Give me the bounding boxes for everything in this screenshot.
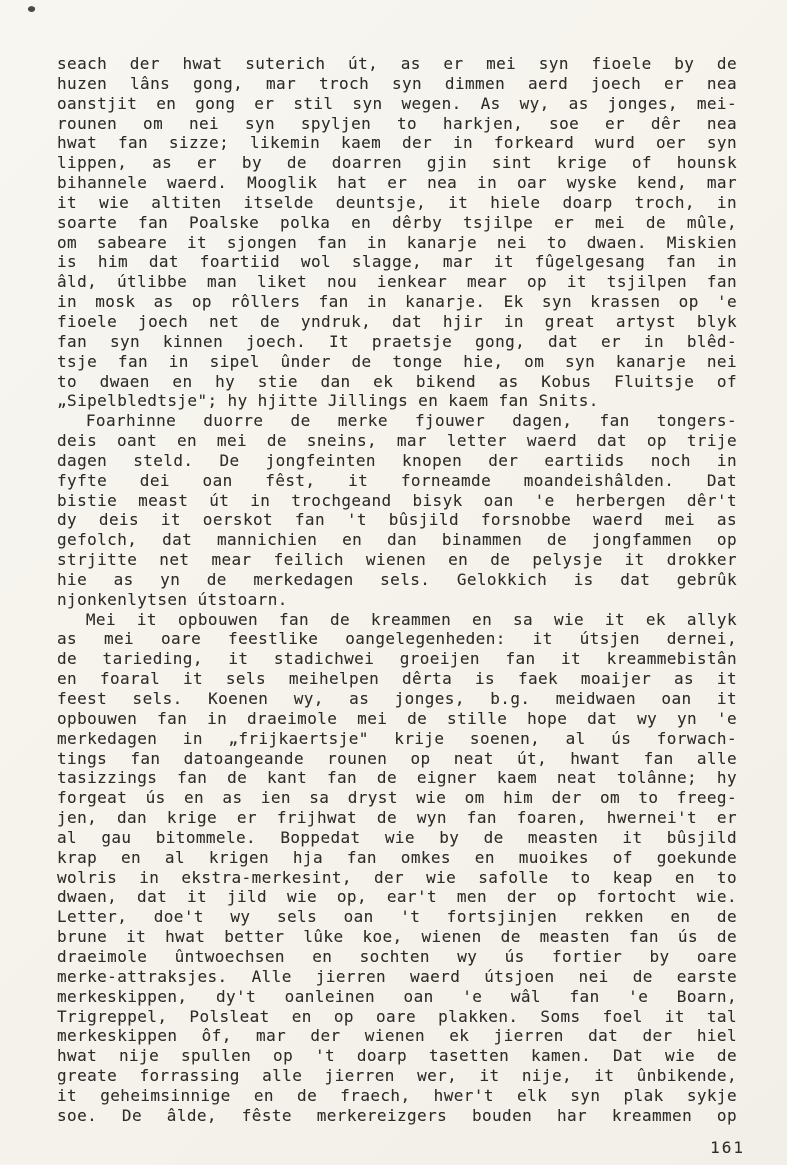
text-line: in mosk as op rôllers fan in kanarje. Ek syn krassen op 'e	[57, 292, 737, 312]
text-line: draeimole ûntwoechsen en sochten wy ús fortier by oare	[57, 946, 737, 966]
text-line: deis oant en mei de sneins, mar letter waerd dat op trije	[57, 431, 737, 451]
text-line: to dwaen en hy stie dan ek bikend as Kobus Fluitsje of	[57, 371, 737, 391]
text-line: soe. De âlde, fêste merkereizgers bouden har kreammen op	[57, 1105, 737, 1125]
text-line: Foarhinne duorre de merke fjouwer dagen, fan tongers-	[85, 411, 737, 431]
text-line: Mei it opbouwen fan de kreammen en sa wie it ek allyk	[85, 609, 737, 629]
text-line: dy deis it oerskot fan 't bûsjild forsnobbe waerd mei as	[57, 510, 737, 530]
text-line: wolris in ekstra-merkesint, der wie safolle to keap en to	[57, 867, 737, 887]
scan-artifact	[27, 5, 36, 13]
paragraph-3	[57, 610, 737, 1126]
text-line: brune it hwat better lûke koe, wienen de measten fan ús de	[57, 927, 737, 947]
text-line: al gau bitommele. Boppedat wie by de measten it bûsjild	[57, 827, 737, 847]
text-line: hwat fan sizze; likemin kaem der in forkeard wurd oer syn	[57, 133, 737, 153]
paragraph-2	[57, 411, 737, 609]
text-line: de tarieding, it stadichwei groeijen fan it kreammebistân	[57, 649, 737, 669]
text-line: as mei oare feestlike oangelegenheden: it útsjen dernei,	[57, 629, 737, 649]
text-line: merkedagen in „frijkaertsje" krije soenen, al ús forwach-	[57, 728, 737, 748]
text-line: seach der hwat suterich út, as er mei syn fioele by de	[57, 54, 737, 73]
text-line: feest sels. Koenen wy, as jonges, b.g. meidwaen oan it	[57, 689, 737, 708]
text-line: it geheimsinnige en de fraech, hwer't elk syn plak sykje	[57, 1085, 737, 1105]
text-line: lippen, as er by de doarren gjin sint krige of hounsk	[57, 153, 737, 173]
text-line: fan syn kinnen joech. It praetsje gong, dat er in blêd-	[57, 331, 737, 351]
text-line: Letter, doe't wy sels oan 't fortsjinjen rekken en de	[57, 907, 737, 927]
paragraph-1	[57, 54, 737, 411]
text-line: tasizzings fan de kant fan de eigner kaem neat tolânne; hy	[57, 768, 737, 788]
text-line: tings fan datoangeande rounen op neat út, hwant fan alle	[57, 748, 737, 768]
text-line: hwat nije spullen op 't doarp tasetten kamen. Dat wie de	[57, 1046, 737, 1066]
text-line: âld, útlibbe man liket nou ienkear mear op it tsjilpen fan	[57, 272, 737, 292]
text-line: it wie altiten itselde deuntsje, it hiele doarp troch, in	[57, 192, 737, 212]
text-line: oanstjit en gong er stil syn wegen. As wy, as jonges, mei-	[57, 93, 737, 113]
text-line: fioele joech net de yndruk, dat hjir in great artyst blyk	[57, 311, 737, 331]
text-line: is him dat foartiid wol slagge, mar it fûgelgesang fan in	[57, 252, 737, 272]
text-line: forgeat ús en as ien sa dryst wie om him der om to freeg-	[57, 788, 737, 808]
text-line: en foaral it sels meihelpen dêrta is faek moaijer as it	[57, 669, 737, 689]
text-line: merkeskippen ôf, mar der wienen ek jierren dat der hiel	[57, 1026, 737, 1046]
text-line: merkeskippen, dy't oanleinen oan 'e wâl fan 'e Boarn,	[57, 986, 737, 1006]
text-line: tsje fan in sipel ûnder de tonge hie, om syn kanarje nei	[57, 351, 737, 371]
text-line: njonkenlytsen útstoarn.	[57, 589, 288, 609]
text-line: bihannele waerd. Mooglik hat er nea in oar wyske kend, mar	[57, 173, 737, 193]
text-line: huzen lâns gong, mar troch syn dimmen aerd joech er nea	[57, 73, 737, 93]
text-line: krap en al krigen hja fan omkes en muoikes of goekunde	[57, 847, 737, 867]
text-line: rounen om nei syn spyljen to harkjen, soe er dêr nea	[57, 113, 737, 133]
text-line: „Sipelbledtsje"; hy hjitte Jillings en kaem fan Snits.	[57, 391, 599, 411]
text-line: om sabeare it sjongen fan in kanarje nei to dwaen. Miskien	[57, 232, 737, 252]
text-line: bistie meast út in trochgeand bisyk oan 'e herbergen dêr't	[57, 490, 737, 510]
text-line: opbouwen fan in draeimole mei de stille hope dat wy yn 'e	[57, 708, 737, 728]
text-line: greate forrassing alle jierren wer, it nije, it ûnbikende,	[57, 1066, 737, 1086]
text-line: dwaen, dat it jild wie op, ear't men der op fortocht wie.	[57, 887, 737, 907]
text-line: fyfte dei oan fêst, it forneamde moandeishâlden. Dat	[57, 470, 737, 490]
page-number: 161	[710, 1138, 745, 1157]
text-line: jen, dan krige er frijhwat de wyn fan foaren, hwernei't er	[57, 808, 737, 828]
text-line: hie as yn de merkedagen sels. Gelokkich is dat gebrûk	[57, 569, 737, 589]
text-line: dagen steld. De jongfeinten knopen der eartiids noch in	[57, 450, 737, 470]
text-line: gefolch, dat mannichien en dan binammen de jongfammen op	[57, 530, 737, 550]
text-line: Trigreppel, Polsleat en op oare plakken. Soms foel it tal	[57, 1006, 737, 1026]
text-line: soarte fan Poalske polka en dêrby tsjilpe er mei de mûle,	[57, 212, 737, 232]
text-line: merke-attraksjes. Alle jierren waerd útsjoen nei de earste	[57, 966, 737, 986]
text-line: strjitte net mear feilich wienen en de pelysje it drokker	[57, 550, 737, 570]
